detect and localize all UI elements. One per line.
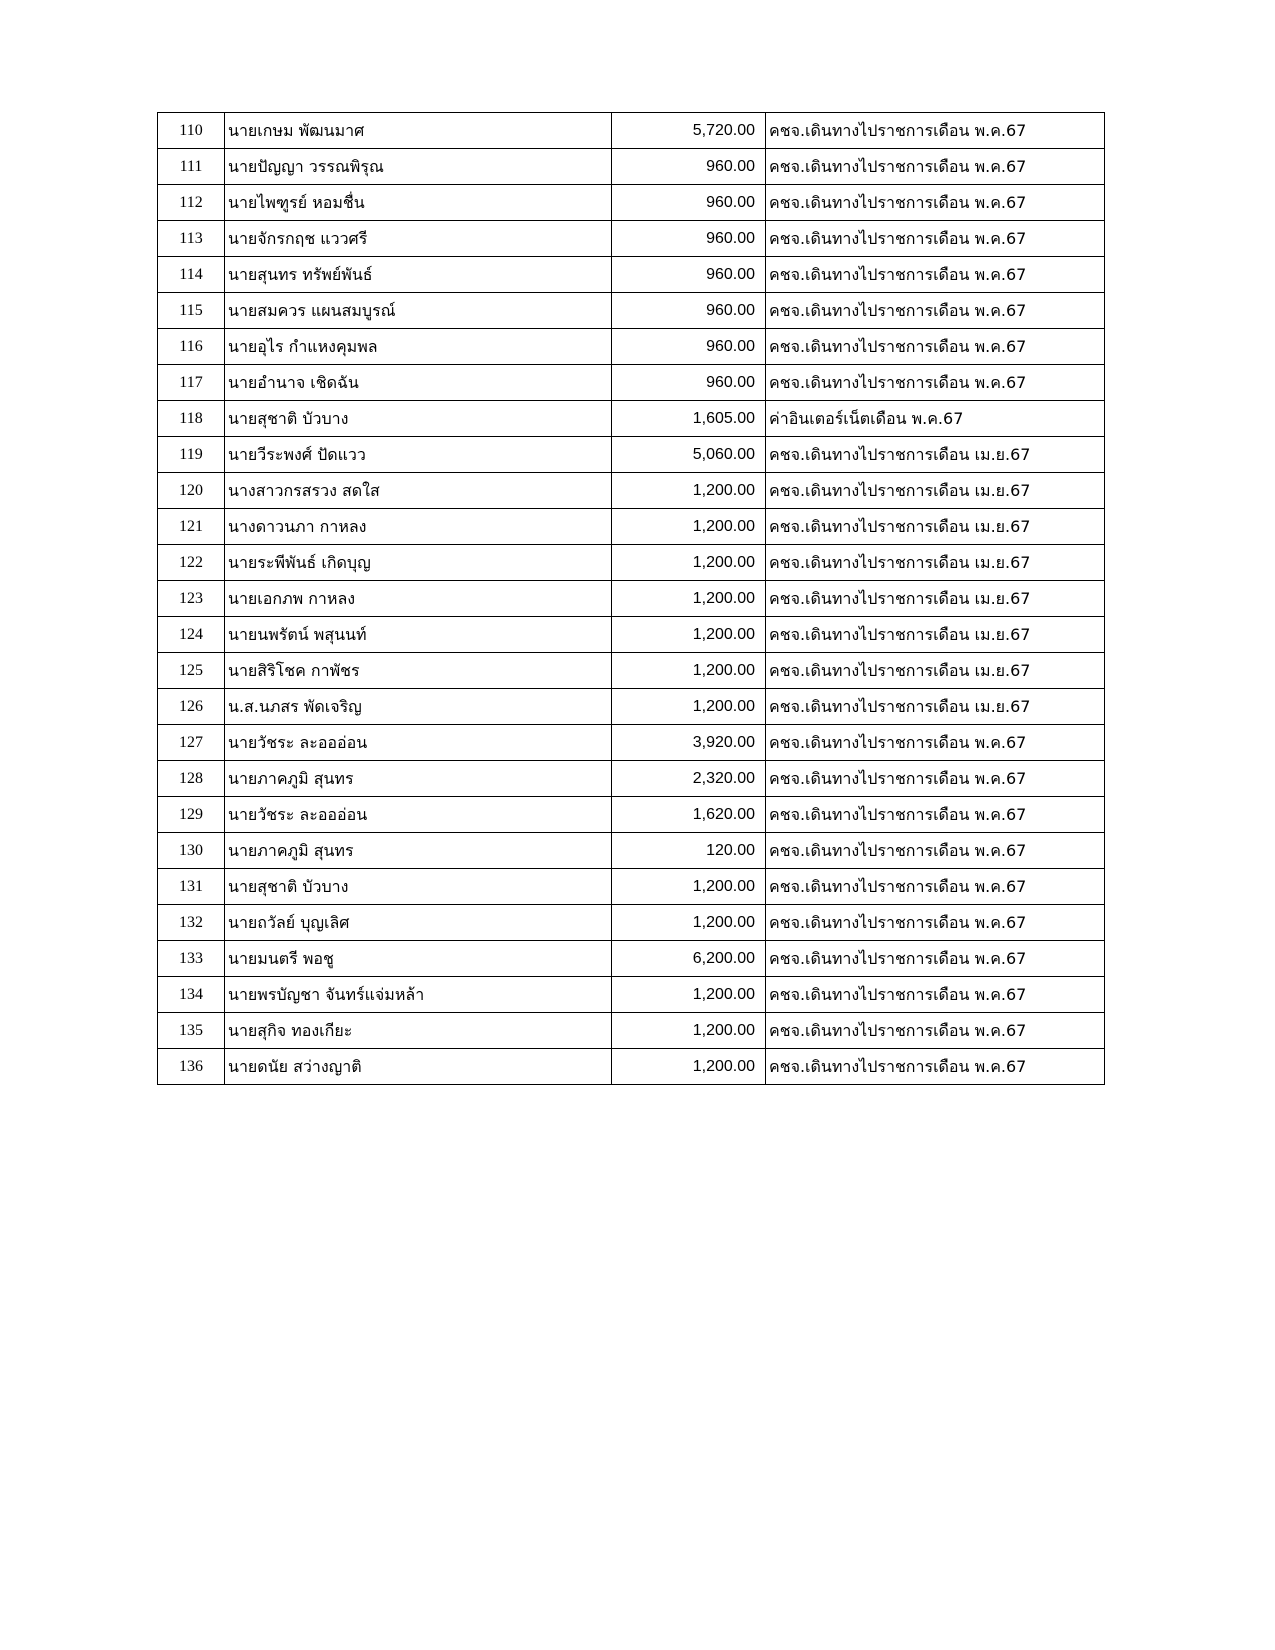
row-number-cell: 119 xyxy=(158,437,225,473)
amount-cell: 3,920.00 xyxy=(612,725,766,761)
amount-cell: 1,620.00 xyxy=(612,797,766,833)
description-cell: คชจ.เดินทางไปราชการเดือน พ.ค.67 xyxy=(766,905,1105,941)
table-row xyxy=(158,689,1105,725)
table-row xyxy=(158,329,1105,365)
payee-name-cell: นายดนัย สว่างญาติ xyxy=(225,1049,612,1085)
table-row xyxy=(158,761,1105,797)
description-cell: คชจ.เดินทางไปราชการเดือน พ.ค.67 xyxy=(766,1049,1105,1085)
amount-cell: 960.00 xyxy=(612,365,766,401)
row-number-cell: 111 xyxy=(158,149,225,185)
row-number-cell: 122 xyxy=(158,545,225,581)
description-cell: คชจ.เดินทางไปราชการเดือน พ.ค.67 xyxy=(766,149,1105,185)
description-cell: คชจ.เดินทางไปราชการเดือน พ.ค.67 xyxy=(766,941,1105,977)
payee-name-cell: น.ส.นภสร พัดเจริญ xyxy=(225,689,612,725)
amount-cell: 960.00 xyxy=(612,257,766,293)
amount-cell: 5,060.00 xyxy=(612,437,766,473)
payee-name-cell: นายเกษม พัฒนมาศ xyxy=(225,113,612,149)
row-number-cell: 126 xyxy=(158,689,225,725)
row-number-cell: 132 xyxy=(158,905,225,941)
amount-cell: 120.00 xyxy=(612,833,766,869)
row-number-cell: 115 xyxy=(158,293,225,329)
description-cell: คชจ.เดินทางไปราชการเดือน เม.ย.67 xyxy=(766,617,1105,653)
payee-name-cell: นายระพีพันธ์ เกิดบุญ xyxy=(225,545,612,581)
table-row xyxy=(158,149,1105,185)
row-number-cell: 124 xyxy=(158,617,225,653)
payment-table-body xyxy=(158,113,1105,1085)
description-cell: คชจ.เดินทางไปราชการเดือน พ.ค.67 xyxy=(766,977,1105,1013)
description-cell: คชจ.เดินทางไปราชการเดือน พ.ค.67 xyxy=(766,797,1105,833)
amount-cell: 960.00 xyxy=(612,329,766,365)
table-row xyxy=(158,869,1105,905)
amount-cell: 1,200.00 xyxy=(612,509,766,545)
payee-name-cell: นายภาคภูมิ สุนทร xyxy=(225,761,612,797)
row-number-cell: 134 xyxy=(158,977,225,1013)
table-row xyxy=(158,221,1105,257)
description-cell: คชจ.เดินทางไปราชการเดือน เม.ย.67 xyxy=(766,473,1105,509)
row-number-cell: 129 xyxy=(158,797,225,833)
table-row xyxy=(158,365,1105,401)
table-row xyxy=(158,437,1105,473)
payee-name-cell: นายวัชระ ละอออ่อน xyxy=(225,725,612,761)
payee-name-cell: นายไพฑูรย์ หอมชื่น xyxy=(225,185,612,221)
payment-table xyxy=(157,112,1105,1085)
payee-name-cell: นายปัญญา วรรณพิรุณ xyxy=(225,149,612,185)
description-cell: คชจ.เดินทางไปราชการเดือน เม.ย.67 xyxy=(766,689,1105,725)
amount-cell: 1,200.00 xyxy=(612,581,766,617)
payee-name-cell: นายถวัลย์ บุญเลิศ xyxy=(225,905,612,941)
row-number-cell: 118 xyxy=(158,401,225,437)
payee-name-cell: นายภาคภูมิ สุนทร xyxy=(225,833,612,869)
row-number-cell: 133 xyxy=(158,941,225,977)
description-cell: คชจ.เดินทางไปราชการเดือน เม.ย.67 xyxy=(766,509,1105,545)
amount-cell: 960.00 xyxy=(612,293,766,329)
amount-cell: 1,605.00 xyxy=(612,401,766,437)
table-row xyxy=(158,113,1105,149)
payee-name-cell: นายวีระพงศ์ ปัดแวว xyxy=(225,437,612,473)
table-row xyxy=(158,797,1105,833)
payee-name-cell: นายสุกิจ ทองเกียะ xyxy=(225,1013,612,1049)
amount-cell: 1,200.00 xyxy=(612,1013,766,1049)
table-row xyxy=(158,581,1105,617)
description-cell: คชจ.เดินทางไปราชการเดือน พ.ค.67 xyxy=(766,1013,1105,1049)
table-row xyxy=(158,293,1105,329)
description-cell: คชจ.เดินทางไปราชการเดือน พ.ค.67 xyxy=(766,725,1105,761)
table-row xyxy=(158,905,1105,941)
payee-name-cell: นายสมควร แผนสมบูรณ์ xyxy=(225,293,612,329)
amount-cell: 1,200.00 xyxy=(612,473,766,509)
table-row xyxy=(158,257,1105,293)
amount-cell: 960.00 xyxy=(612,185,766,221)
table-row xyxy=(158,473,1105,509)
amount-cell: 960.00 xyxy=(612,221,766,257)
amount-cell: 2,320.00 xyxy=(612,761,766,797)
row-number-cell: 121 xyxy=(158,509,225,545)
amount-cell: 6,200.00 xyxy=(612,941,766,977)
row-number-cell: 127 xyxy=(158,725,225,761)
amount-cell: 1,200.00 xyxy=(612,653,766,689)
table-row xyxy=(158,653,1105,689)
table-row xyxy=(158,617,1105,653)
description-cell: คชจ.เดินทางไปราชการเดือน เม.ย.67 xyxy=(766,581,1105,617)
description-cell: คชจ.เดินทางไปราชการเดือน เม.ย.67 xyxy=(766,653,1105,689)
row-number-cell: 116 xyxy=(158,329,225,365)
amount-cell: 1,200.00 xyxy=(612,869,766,905)
row-number-cell: 135 xyxy=(158,1013,225,1049)
amount-cell: 1,200.00 xyxy=(612,617,766,653)
payee-name-cell: นายนพรัตน์ พสุนนท์ xyxy=(225,617,612,653)
description-cell: คชจ.เดินทางไปราชการเดือน พ.ค.67 xyxy=(766,365,1105,401)
table-row xyxy=(158,1013,1105,1049)
amount-cell: 1,200.00 xyxy=(612,977,766,1013)
amount-cell: 5,720.00 xyxy=(612,113,766,149)
row-number-cell: 123 xyxy=(158,581,225,617)
payee-name-cell: นายมนตรี พอชู xyxy=(225,941,612,977)
row-number-cell: 125 xyxy=(158,653,225,689)
payee-name-cell: นางสาวกรสรวง สดใส xyxy=(225,473,612,509)
description-cell: คชจ.เดินทางไปราชการเดือน พ.ค.67 xyxy=(766,257,1105,293)
payee-name-cell: นายอำนาจ เชิดฉัน xyxy=(225,365,612,401)
description-cell: คชจ.เดินทางไปราชการเดือน พ.ค.67 xyxy=(766,293,1105,329)
description-cell: คชจ.เดินทางไปราชการเดือน พ.ค.67 xyxy=(766,869,1105,905)
row-number-cell: 112 xyxy=(158,185,225,221)
row-number-cell: 113 xyxy=(158,221,225,257)
payee-name-cell: นายสุชาติ บัวบาง xyxy=(225,401,612,437)
description-cell: คชจ.เดินทางไปราชการเดือน พ.ค.67 xyxy=(766,113,1105,149)
table-row xyxy=(158,401,1105,437)
row-number-cell: 136 xyxy=(158,1049,225,1085)
description-cell: คชจ.เดินทางไปราชการเดือน พ.ค.67 xyxy=(766,833,1105,869)
table-row xyxy=(158,509,1105,545)
row-number-cell: 120 xyxy=(158,473,225,509)
table-row xyxy=(158,977,1105,1013)
payee-name-cell: นายอุไร กำแหงคุมพล xyxy=(225,329,612,365)
table-row xyxy=(158,725,1105,761)
description-cell: คชจ.เดินทางไปราชการเดือน พ.ค.67 xyxy=(766,329,1105,365)
table-row xyxy=(158,185,1105,221)
payee-name-cell: นายเอกภพ กาหลง xyxy=(225,581,612,617)
payee-name-cell: นายจักรกฤช แววศรี xyxy=(225,221,612,257)
table-row xyxy=(158,1049,1105,1085)
payee-name-cell: นางดาวนภา กาหลง xyxy=(225,509,612,545)
payee-name-cell: นายสุชาติ บัวบาง xyxy=(225,869,612,905)
table-row xyxy=(158,941,1105,977)
description-cell: คชจ.เดินทางไปราชการเดือน พ.ค.67 xyxy=(766,185,1105,221)
row-number-cell: 128 xyxy=(158,761,225,797)
payee-name-cell: นายพรบัญชา จันทร์แจ่มหล้า xyxy=(225,977,612,1013)
table-row xyxy=(158,545,1105,581)
amount-cell: 1,200.00 xyxy=(612,689,766,725)
description-cell: คชจ.เดินทางไปราชการเดือน เม.ย.67 xyxy=(766,545,1105,581)
description-cell: คชจ.เดินทางไปราชการเดือน พ.ค.67 xyxy=(766,221,1105,257)
row-number-cell: 114 xyxy=(158,257,225,293)
amount-cell: 1,200.00 xyxy=(612,545,766,581)
description-cell: คชจ.เดินทางไปราชการเดือน พ.ค.67 xyxy=(766,761,1105,797)
payee-name-cell: นายวัชระ ละอออ่อน xyxy=(225,797,612,833)
payee-name-cell: นายสุนทร ทรัพย์พันธ์ xyxy=(225,257,612,293)
payee-name-cell: นายสิริโชค กาพัชร xyxy=(225,653,612,689)
amount-cell: 960.00 xyxy=(612,149,766,185)
description-cell: คชจ.เดินทางไปราชการเดือน เม.ย.67 xyxy=(766,437,1105,473)
row-number-cell: 131 xyxy=(158,869,225,905)
amount-cell: 1,200.00 xyxy=(612,1049,766,1085)
table-row xyxy=(158,833,1105,869)
row-number-cell: 110 xyxy=(158,113,225,149)
amount-cell: 1,200.00 xyxy=(612,905,766,941)
row-number-cell: 117 xyxy=(158,365,225,401)
description-cell: ค่าอินเตอร์เน็ตเดือน พ.ค.67 xyxy=(766,401,1105,437)
row-number-cell: 130 xyxy=(158,833,225,869)
